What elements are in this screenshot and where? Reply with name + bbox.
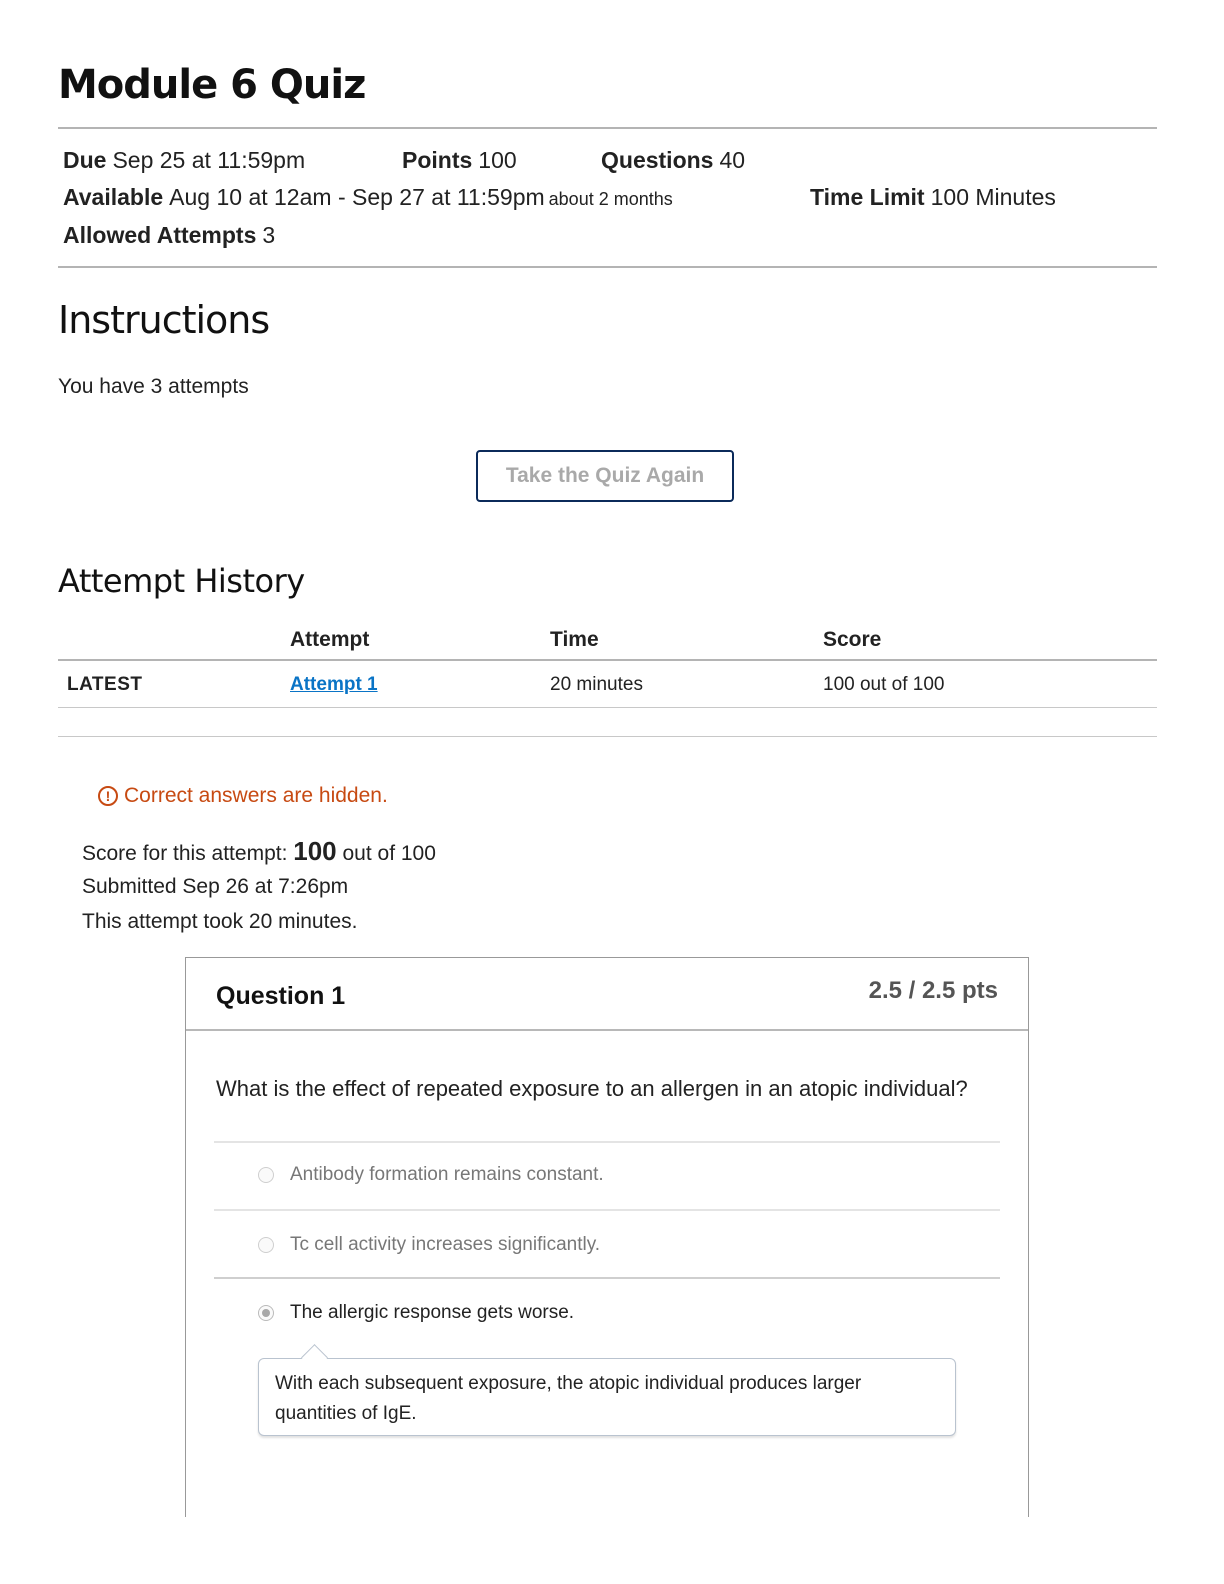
due-value: Sep 25 at 11:59pm <box>112 147 306 173</box>
available-label: Available <box>63 184 164 210</box>
table-header-divider <box>58 659 1157 661</box>
attempts-value: 3 <box>262 222 276 248</box>
points-info <box>402 147 517 174</box>
question-text: What is the effect of repeated exposure to an allergen in an atopic individual? <box>216 1076 968 1101</box>
questions-info <box>601 147 745 174</box>
answer-text: The allergic response gets worse. <box>290 1302 575 1323</box>
meta-divider <box>58 266 1157 268</box>
question-card <box>185 957 1029 1517</box>
question-points: 2.5 / 2.5 pts <box>868 977 998 1004</box>
answer-option <box>258 1234 600 1256</box>
attempt-score <box>82 836 436 867</box>
questions-value: 40 <box>719 147 746 173</box>
column-header-time: Time <box>550 628 599 651</box>
attempt-1-link[interactable]: Attempt 1 <box>290 674 378 695</box>
attempt-cell <box>290 674 378 696</box>
due-info <box>63 147 305 174</box>
attempt-duration: This attempt took 20 minutes. <box>82 910 358 933</box>
question-title: Question 1 <box>216 982 346 1010</box>
points-label: Points <box>402 147 473 173</box>
section-divider <box>58 736 1157 737</box>
attempts-info <box>63 222 275 249</box>
correct-answers-hidden-notice <box>98 784 388 808</box>
radio-button <box>258 1237 274 1253</box>
answer-option <box>258 1164 604 1186</box>
radio-button-checked <box>258 1305 274 1321</box>
answer-divider <box>214 1209 1000 1211</box>
answer-option-selected <box>258 1302 574 1324</box>
column-header-score: Score <box>823 628 882 651</box>
page-title: Module 6 Quiz <box>58 62 366 108</box>
instructions-title: Instructions <box>58 298 270 342</box>
submitted-time: Submitted Sep 26 at 7:26pm <box>82 875 349 898</box>
time-limit-value: 100 Minutes <box>930 184 1056 210</box>
instructions-text: You have 3 attempts <box>58 375 249 398</box>
available-value: Aug 10 at 12am - Sep 27 at 11:59pm <box>169 184 545 210</box>
answer-divider <box>214 1277 1000 1279</box>
column-header-attempt: Attempt <box>290 628 370 651</box>
table-row-divider <box>58 707 1157 708</box>
time-limit-label: Time Limit <box>810 184 925 210</box>
score-cell: 100 out of 100 <box>823 674 945 695</box>
warning-icon: ! <box>98 786 118 806</box>
available-duration: about 2 months <box>548 189 673 209</box>
attempt-history-title: Attempt History <box>58 562 305 600</box>
latest-tag: LATEST <box>67 674 143 695</box>
header-divider <box>58 127 1157 129</box>
score-suffix: out of 100 <box>342 842 436 865</box>
due-label: Due <box>63 147 107 173</box>
answer-text: Tc cell activity increases significantly. <box>290 1234 601 1255</box>
questions-label: Questions <box>601 147 714 173</box>
time-cell: 20 minutes <box>550 674 643 695</box>
score-prefix: Score for this attempt: <box>82 842 288 865</box>
score-value: 100 <box>293 836 337 866</box>
take-quiz-again-button[interactable]: Take the Quiz Again <box>476 450 734 502</box>
points-value: 100 <box>478 147 517 173</box>
comment-pointer <box>301 1344 328 1371</box>
comment-text: With each subsequent exposure, the atopic individual produces larger quantities of IgE. <box>275 1373 862 1424</box>
answer-comment <box>258 1358 956 1436</box>
available-info <box>63 184 673 211</box>
radio-button <box>258 1167 274 1183</box>
notice-text: Correct answers are hidden. <box>124 784 388 807</box>
attempts-label: Allowed Attempts <box>63 222 257 248</box>
question-header <box>186 958 1028 1031</box>
time-limit-info <box>810 184 1056 211</box>
answer-text: Antibody formation remains constant. <box>290 1164 604 1185</box>
answer-divider <box>214 1141 1000 1143</box>
